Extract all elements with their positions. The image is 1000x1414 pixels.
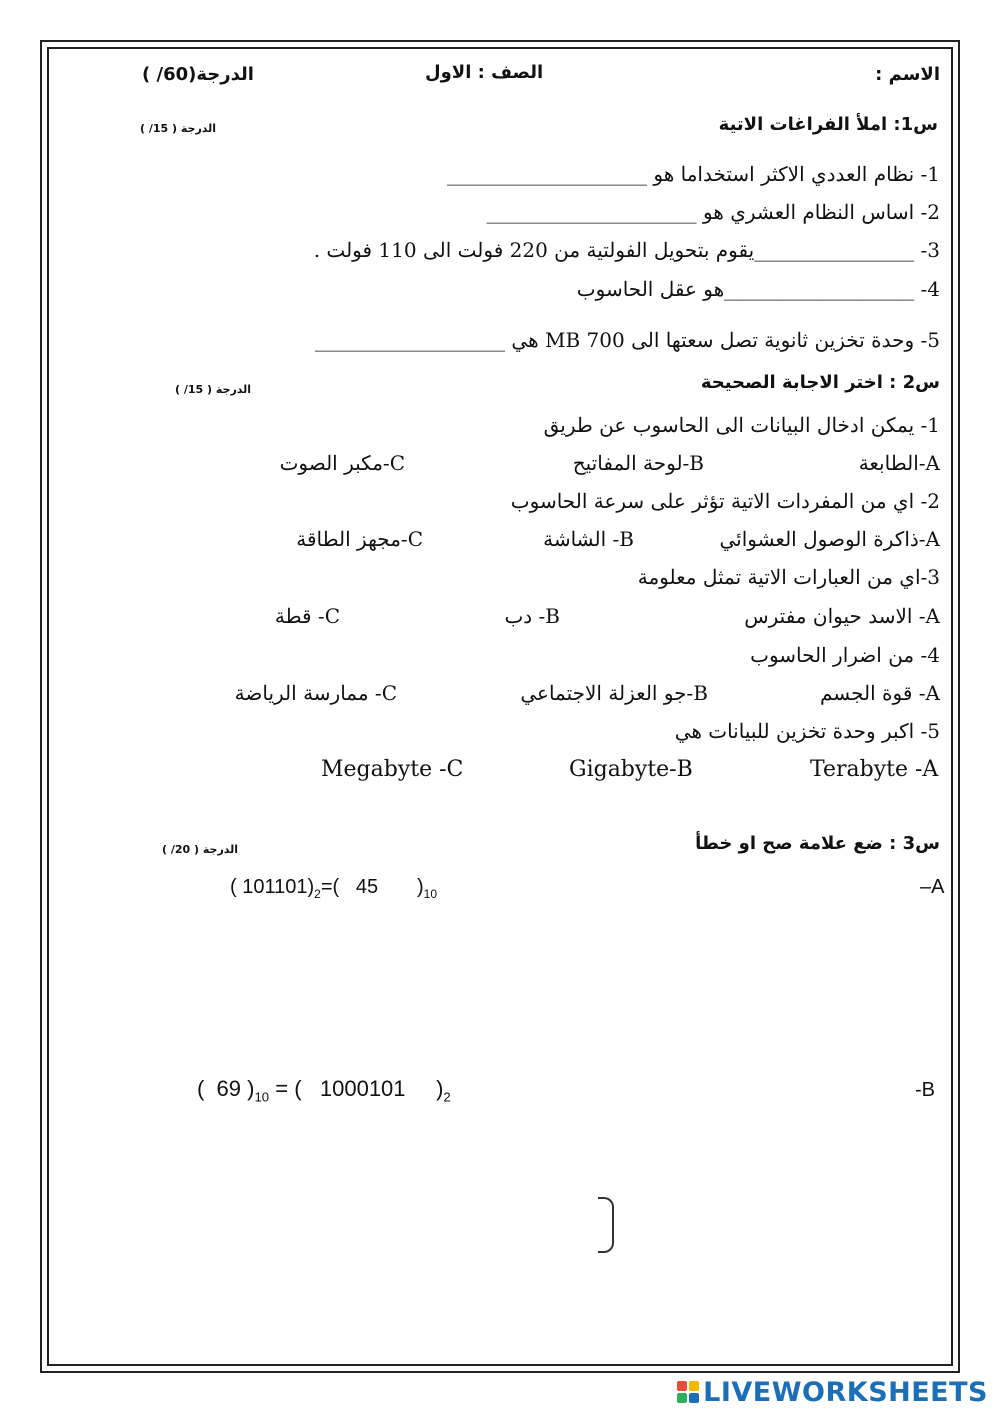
q1-title: س1: املأ الفراغات الاتية	[718, 114, 938, 135]
bracket-mark	[598, 1197, 614, 1253]
q3-score: الدرجة ( 20/ )	[162, 843, 239, 856]
q2-title: س2 : اختر الاجابة الصحيحة	[700, 372, 940, 393]
q3-item-a-equation: ( $101101)_2=$( 45 )$_{10}$	[230, 876, 437, 901]
q2-stem-4: 4- من اضرار الحاسوب	[750, 643, 940, 667]
q3-item-a-label: –A	[920, 876, 945, 898]
q2-q4-option-c: C- ممارسة الرياضة	[234, 681, 397, 705]
q2-q2-option-c: C-مجهز الطاقة	[296, 527, 423, 551]
q1-item-4: 4- ___________________هو عقل الحاسوب	[576, 277, 940, 301]
total-score: الدرجة(60/ )	[142, 64, 254, 85]
q1-score: الدرجة ( 15/ )	[140, 122, 217, 135]
q2-q2-option-a: A-ذاكرة الوصول العشوائي	[719, 527, 940, 551]
q2-stem-5: 5- اكبر وحدة تخزين للبيانات هي	[674, 719, 940, 743]
q3-item-b-equation: ( 69 )$_{10}$ = ( 1000101 )$_2$	[197, 1076, 451, 1105]
logo-text: LIVEWORKSHEETS	[703, 1376, 988, 1408]
q2-q5-option-a: Terabyte -A	[810, 757, 939, 782]
q2-q2-option-b: B- الشاشة	[543, 527, 634, 551]
q2-q1-option-c: C-مكبر الصوت	[279, 451, 405, 475]
q1-item-5: 5- وحدة تخزين ثانوية تصل سعتها الى 700 MB هي ___________________	[315, 328, 940, 352]
q2-score: الدرجة ( 15/ )	[175, 383, 252, 396]
q1-item-1: 1- نظام العددي الاكثر استخداما هو ____________________	[447, 162, 940, 186]
q2-q1-option-a: A-الطابعة	[858, 451, 940, 475]
name-label: الاسم :	[875, 64, 940, 85]
q3-item-b-label: -B	[915, 1079, 935, 1101]
q2-q4-option-a: A- قوة الجسم	[819, 681, 940, 705]
q2-q5-option-c: Megabyte -C	[321, 757, 464, 782]
q2-q3-option-c: C- قطة	[274, 604, 340, 628]
q2-stem-1: 1- يمكن ادخال البيانات الى الحاسوب عن طريق	[543, 413, 940, 437]
q3-title: س3 : ضع علامة صح او خطأ	[695, 833, 940, 854]
q2-q3-option-a: A- الاسد حيوان مفترس	[744, 604, 940, 628]
q2-stem-3: 3-اي من العبارات الاتية تمثل معلومة	[637, 565, 940, 589]
q2-q5-option-b: Gigabyte-B	[569, 757, 693, 782]
grade-label: الصف : الاول	[425, 62, 544, 83]
q2-q3-option-b: B- دب	[504, 604, 560, 628]
q1-item-2: 2- اساس النظام العشري هو _____________________	[486, 200, 940, 224]
q2-q4-option-b: B-جو العزلة الاجتماعي	[520, 681, 708, 705]
liveworksheets-logo[interactable]	[677, 1376, 988, 1408]
q1-item-3: 3- ________________يقوم بتحويل الفولتية من 220 فولت الى 110 فولت .	[313, 238, 940, 262]
q2-stem-2: 2- اي من المفردات الاتية تؤثر على سرعة الحاسوب	[510, 489, 940, 513]
q2-q1-option-b: B-لوحة المفاتيح	[572, 451, 704, 475]
logo-grid-icon	[677, 1381, 699, 1403]
